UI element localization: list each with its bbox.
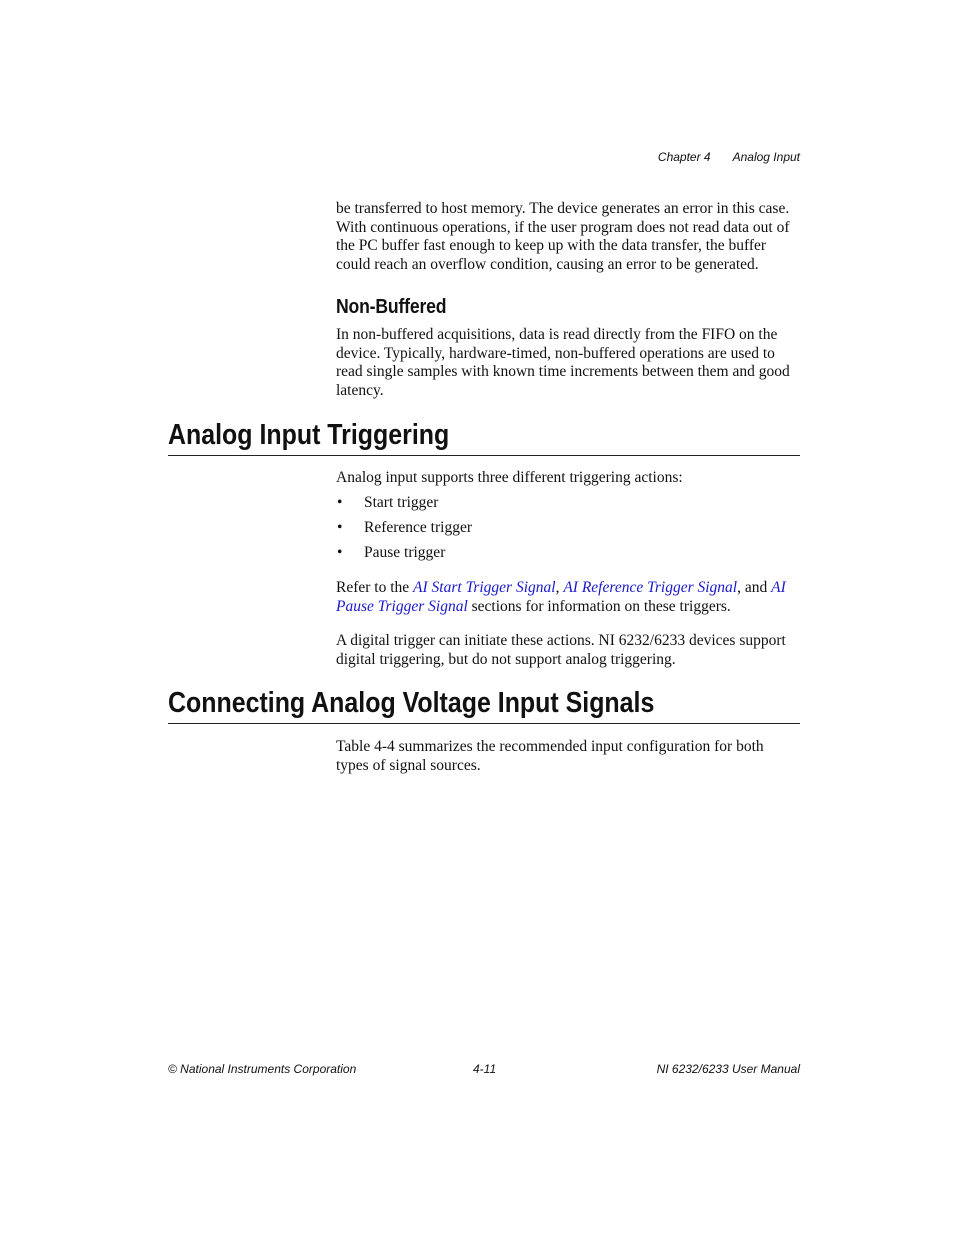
ai-reference-trigger-link[interactable]: AI Reference Trigger Signal: [563, 579, 738, 596]
digital-trigger-paragraph: A digital trigger can initiate these actions. NI 6232/6233 devices support digital triggering, but do not support analog triggering.: [336, 632, 786, 668]
header-chapter: Chapter 4: [657, 150, 711, 164]
list-item: • Reference trigger: [336, 519, 800, 544]
list-item: • Pause trigger: [336, 544, 800, 569]
triggering-intro: Analog input supports three different triggering actions:: [336, 469, 683, 486]
refer-sep-1: ,: [555, 579, 564, 596]
refer-prefix: Refer to the: [336, 579, 414, 596]
footer-page-number: 4-11: [473, 1062, 497, 1076]
list-item: • Start trigger: [336, 494, 800, 519]
triggering-heading-text: Analog Input Triggering: [168, 419, 450, 451]
ai-start-trigger-link[interactable]: AI Start Trigger Signal: [413, 579, 556, 596]
non-buffered-heading: Non-Buffered: [336, 296, 447, 318]
ai-pause-trigger-link[interactable]: AI Pause Trigger Signal: [336, 579, 786, 615]
connecting-heading-text: Connecting Analog Voltage Input Signals: [168, 687, 655, 719]
trigger-list: [336, 494, 800, 569]
page-footer: [168, 1062, 800, 1078]
triggering-heading: [168, 419, 800, 456]
footer-manual-title: NI 6232/6233 User Manual: [656, 1062, 800, 1076]
footer-copyright: © National Instruments Corporation: [168, 1062, 357, 1076]
connecting-paragraph: Table 4-4 summarizes the recommended input configuration for both types of signal sources.: [336, 738, 764, 774]
refer-suffix: sections for information on these triggers.: [467, 597, 731, 615]
running-header: [560, 150, 800, 164]
header-section: Analog Input: [732, 150, 800, 164]
refer-paragraph: [336, 579, 800, 616]
refer-sep-2: , and: [737, 579, 772, 596]
non-buffered-paragraph: In non-buffered acquisitions, data is read directly from the FIFO on the device. Typically, hardware-timed, non-buffered operations are used to read single samples with known time increments between them and good latency.: [336, 326, 790, 400]
intro-paragraph: be transferred to host memory. The device generates an error in this case. With continuous operations, if the user program does not read data out of the PC buffer fast enough to keep up with the data transfer, the buffer could reach an overflow condition, causing an error to be generated.: [336, 200, 790, 274]
connecting-heading: [168, 687, 800, 724]
